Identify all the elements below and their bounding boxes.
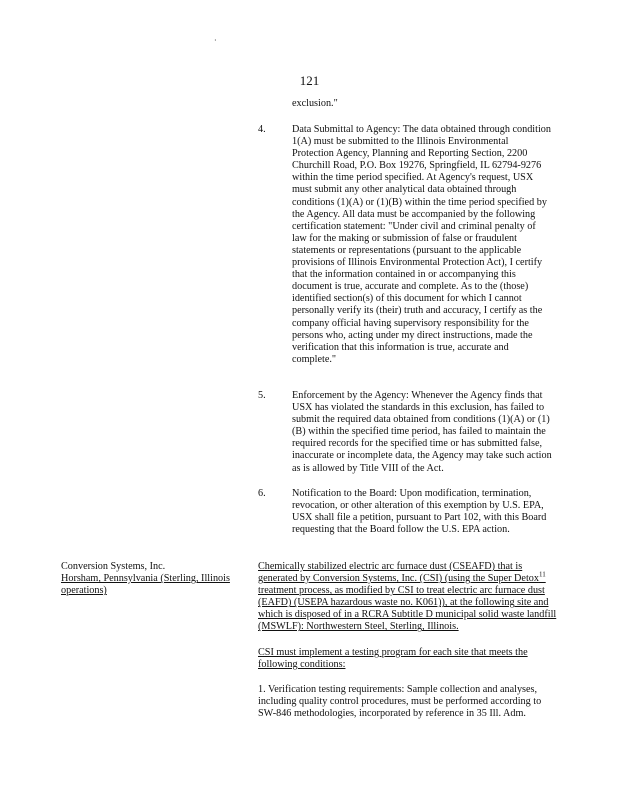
page-number: 121 <box>299 73 320 88</box>
facility-entry <box>61 561 241 597</box>
facility-location: Horsham, Pennsylvania (Sterling, Illinois operations) <box>61 573 230 597</box>
item-5-text: Enforcement by the Agency: Whenever the Agency finds that USX has violated the standards in this exclusion, has failed to submit the required data obtained from conditions (1)(A) or (1)(B) within the specified time period, has failed to maintain the required records for the specified time or has submitted false, inaccurate or incomplete data, the Agency may take such action as is allowed by Title VIII of the Act. <box>292 390 552 474</box>
waste-description-part2: treatment process, as modified by CSI to treat electric arc furnace dust (EAFD) (USEPA hazardous waste no. K061)), at the following site and which is disposed of in a RCRA Subtitle D municipal solid waste landfill (MSWLF): Northwestern Steel, Sterling, Illinois. <box>258 585 557 633</box>
waste-description-part1: Chemically stabilized electric arc furnace dust (CSEAFD) that is generated by Conversion Systems, Inc. (CSI) (using the Super Detox <box>258 561 539 585</box>
condition-1-text: 1. Verification testing requirements: Sample collection and analyses, including quality control procedures, must be performed according to SW-846 methodologies, incorporated by reference in 35 Ill. Adm. <box>258 684 542 720</box>
scan-speck: · <box>214 36 217 45</box>
testing-program-text: CSI must implement a testing program for each site that meets the following conditions: <box>258 647 528 671</box>
footnote-marker[interactable]: 11 <box>538 570 546 579</box>
item-6-number: 6. <box>258 488 266 499</box>
item-4-number: 4. <box>258 124 266 135</box>
lead-in-text: exclusion." <box>292 98 338 109</box>
item-4-text: Data Submittal to Agency: The data obtained through condition 1(A) must be submitted to the Illinois Environmental Protection Agency, Planning and Reporting Section, 2200 Churchill Road, P.O. Box 19276, Springfield, IL 62794-9276 within the time period specified. At Agency's request, USX must submit any other analytical data obtained through conditions (1)(A) or (1)(B) within the time period specified by the Agency. All data must be accompanied by the following certification statement: "Under civil and criminal penalty of law for the making or submission of false or fraudulent statements or representations (pursuant to the applicable provisions of Illinois Environmental Protection Act), I certify that the information contained in or accompanying this document is true, accurate and complete. As to the (those) identified section(s) of this document for which I cannot personally verify its (their) truth and accuracy, I certify as the company official having supervisory responsibility for the persons who, acting under my direct instructions, made the verification that this information is true, accurate and complete." <box>292 124 551 365</box>
waste-description <box>258 561 558 634</box>
item-6-text: Notification to the Board: Upon modification, termination, revocation, or other alteration of this exemption by U.S. EPA, USX shall file a petition, pursuant to Part 102, with this Board requesting that the Board follow the U.S. EPA action. <box>292 488 547 536</box>
item-5-number: 5. <box>258 390 266 401</box>
facility-name: Conversion Systems, Inc. <box>61 561 166 572</box>
